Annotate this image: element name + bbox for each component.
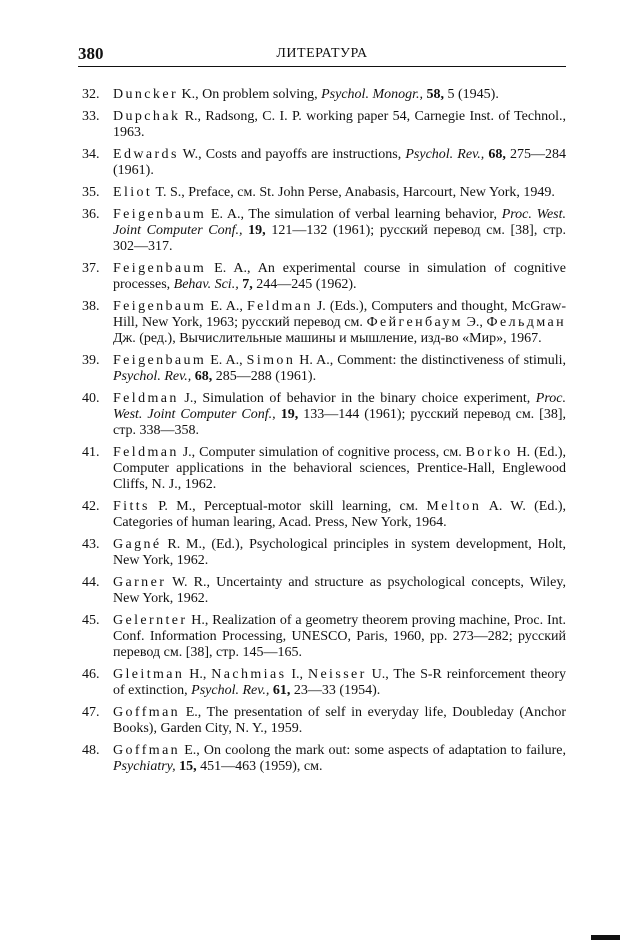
journal-title: Behav. Sci., (173, 277, 239, 292)
running-head-title: ЛИТЕРАТУРА (276, 46, 368, 61)
reference-entry: 47. Goffman E., The presentation of self in everyday life, Doubleday (Anchor Books), Garden City, N. Y., 1959. (82, 705, 566, 736)
reference-author: Gagné (113, 537, 162, 552)
reference-author: Duncker (113, 87, 179, 102)
reference-list (82, 87, 566, 775)
reference-author: Feigenbaum (113, 207, 207, 222)
reference-entry: 33. Dupchak R., Radsong, C. I. P. working paper 54, Carnegie Inst. of Technol., 1963. (82, 109, 566, 140)
reference-author: Feldman (113, 391, 179, 406)
header-rule (78, 66, 566, 67)
journal-title: Psychol. Monogr., (321, 87, 424, 102)
journal-title: Proc. West. Joint Computer Conf., (113, 207, 566, 238)
reference-number: 47. (82, 705, 100, 720)
reference-number: 45. (82, 613, 100, 628)
reference-number: 36. (82, 207, 100, 222)
page-number: 380 (78, 44, 104, 63)
reference-author: Gelernter (113, 613, 188, 628)
reference-entry: 37. Feigenbaum E. A., An experimental course in simulation of cognitive processes, Behav. Sci., 7, 244—245 (1962). (82, 261, 566, 292)
reference-author: Eliot (113, 185, 153, 200)
volume-number: 7, (242, 277, 253, 292)
reference-number: 46. (82, 667, 100, 682)
reference-entry: 42. Fitts P. M., Perceptual-motor skill learning, см. Melton A. W. (Ed.), Categories of human learing, Acad. Press, New York, 1964. (82, 499, 567, 530)
reference-entry: 46. Gleitman H., Nachmias I., Neisser U., The S-R reinforcement theory of extinction, Psychol. Rev., 61, 23—33 (1954). (82, 667, 566, 698)
coauthor-name: Neisser (307, 667, 367, 682)
volume-number: 61, (272, 683, 291, 698)
scan-edge-mark (591, 935, 620, 940)
reference-entry: 38. Feigenbaum E. A., Feldman J. (Eds.), Computers and thought, McGraw-Hill, New York, 1963; русский перевод см. Фейгенбаум Э., Фельдман Дж. (ред.), Вычислительные машины и мышление, изд-во «Мир», 1967. (82, 299, 566, 346)
reference-author: Feigenbaum (113, 299, 207, 314)
reference-number: 38. (82, 299, 100, 314)
reference-author: Garner (113, 575, 167, 590)
journal-title: Psychiatry, (113, 759, 176, 774)
coauthor-name: Feldman (246, 299, 313, 314)
reference-author: Dupchak (113, 109, 181, 124)
volume-number: 19, (280, 407, 299, 422)
coauthor-name: Simon (246, 353, 296, 368)
coauthor-name: Nachmias (211, 667, 287, 682)
coauthor-name: Borko (465, 445, 513, 460)
reference-number: 48. (82, 743, 100, 758)
reference-entry: 32. Duncker K., On problem solving, Psychol. Monogr., 58, 5 (1945). (82, 87, 499, 102)
journal-title: Psychol. Rev., (113, 369, 192, 384)
reference-number: 37. (82, 261, 100, 276)
journal-title: Psychol. Rev., (191, 683, 270, 698)
coauthor-name: Melton (426, 499, 482, 514)
reference-number: 40. (82, 391, 100, 406)
reference-number: 41. (82, 445, 100, 460)
reference-author: Fitts (113, 499, 150, 514)
reference-author: Feigenbaum (113, 353, 207, 368)
reference-author: Goffman (113, 743, 181, 758)
reference-entry: 43. Gagné R. M., (Ed.), Psychological principles in system development, Holt, New York, 1962. (82, 537, 566, 568)
reference-number: 39. (82, 353, 100, 368)
journal-title: Psychol. Rev., (405, 147, 485, 162)
reference-entry: 48. Goffman E., On coolong the mark out: some aspects of adaptation to failure, Psychiatry, 15, 451—463 (1959), см. (82, 743, 566, 774)
reference-entry: 45. Gelernter H., Realization of a geometry theorem proving machine, Proc. Int. Conf. Information Processing, UNESCO, Paris, 1960, pp. 273—282; русский перевод см. [38], стр. 145—165. (82, 613, 566, 660)
reference-number: 44. (82, 575, 100, 590)
reference-author: Gleitman (113, 667, 185, 682)
reference-author: Edwards (113, 147, 179, 162)
reference-entry: 34. Edwards W., Costs and payoffs are instructions, Psychol. Rev., 68, 275—284 (1961). (82, 147, 567, 178)
reference-number: 34. (82, 147, 100, 162)
reference-entry: 35. Eliot T. S., Preface, см. St. John Perse, Anabasis, Harcourt, New York, 1949. (82, 185, 555, 200)
reference-number: 35. (82, 185, 100, 200)
reference-number: 32. (82, 87, 100, 102)
reference-author: Goffman (113, 705, 181, 720)
reference-entry: 36. Feigenbaum E. A., The simulation of verbal learning behavior, Proc. West. Joint Computer Conf., 19, 121—132 (1961); русский перевод см. [38], стр. 302—317. (82, 207, 566, 254)
volume-number: 58, (426, 87, 445, 102)
page-header (78, 44, 566, 66)
volume-number: 68, (194, 369, 213, 384)
coauthor-name: Фельдман (486, 315, 566, 330)
reference-number: 33. (82, 109, 100, 124)
coauthor-name: Фейгенбаум (366, 315, 463, 330)
reference-number: 43. (82, 537, 100, 552)
reference-entry: 40. Feldman J., Simulation of behavior in the binary choice experiment, Proc. West. Joint Computer Conf., 19, 133—144 (1961); русский перевод см. [38], стр. 338—358. (82, 391, 567, 438)
journal-title: Proc. West. Joint Computer Conf., (113, 391, 566, 422)
reference-entry: 39. Feigenbaum E. A., Simon H. A., Comment: the distinctiveness of stimuli, Psychol. Rev., 68, 285—288 (1961). (82, 353, 566, 384)
reference-entry: 41. Feldman J., Computer simulation of cognitive process, см. Borko H. (Ed.), Computer applications in the behavioral sciences, Prentice-Hall, Englewood Cliffs, N. J., 1962. (82, 445, 566, 492)
reference-entry: 44. Garner W. R., Uncertainty and structure as psychological concepts, Wiley, New York, 1962. (82, 575, 566, 606)
volume-number: 68, (488, 147, 506, 162)
volume-number: 15, (179, 759, 197, 774)
reference-author: Feigenbaum (113, 261, 207, 276)
reference-number: 42. (82, 499, 100, 514)
reference-author: Feldman (113, 445, 179, 460)
volume-number: 19, (248, 223, 266, 238)
